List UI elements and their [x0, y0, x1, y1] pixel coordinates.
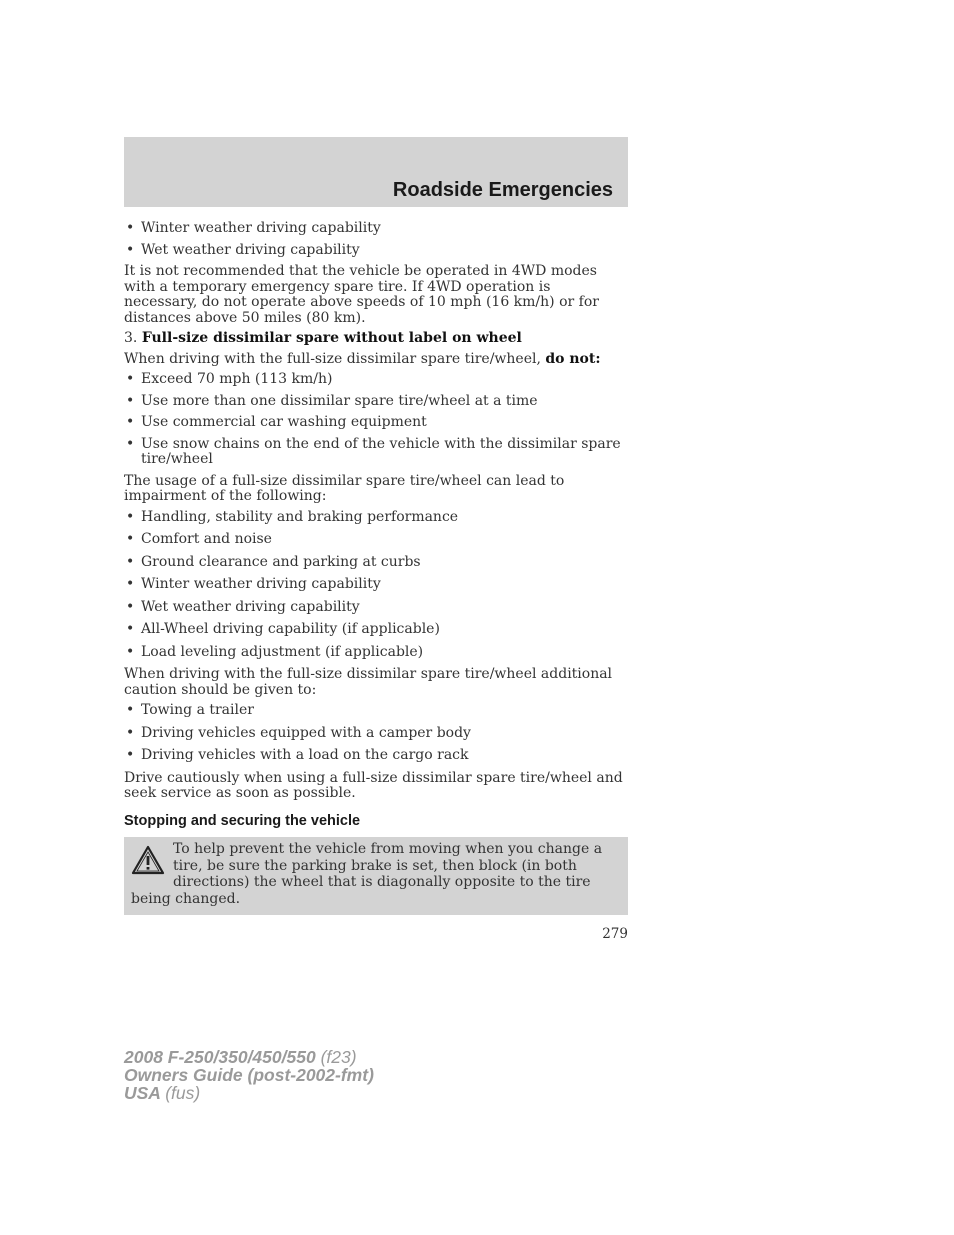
list-item: • Load leveling adjustment (if applicable)	[126, 643, 424, 660]
paragraph-usage: The usage of a full-size dissimilar spare tire/wheel can lead to impairment of the following:	[124, 472, 565, 504]
footer-line-guide: Owners Guide (post-2002-fmt)	[124, 1065, 374, 1085]
list-item: • Exceed 70 mph (113 km/h)	[126, 371, 333, 387]
bullet-icon: •	[126, 724, 135, 741]
bullet-icon: •	[126, 241, 135, 258]
bullet-icon: •	[126, 702, 135, 718]
paragraph-4wd-note: It is not recommended that the vehicle be operated in 4WD modes with a temporary emergency spare tire. If 4WD operation is necessary, do not operate above speeds of 10 mph (16 km/h) or for distances above 50 miles (80 km).	[124, 263, 599, 326]
bullet-icon: •	[126, 435, 135, 452]
bullet-list-caution	[124, 703, 628, 764]
subheading-stopping: Stopping and securing the vehicle	[124, 812, 361, 829]
list-item: • Comfort and noise	[126, 531, 272, 547]
list-item: • Towing a trailer	[126, 702, 254, 718]
bullet-icon: •	[126, 531, 135, 547]
bullet-list-temporary-spare	[124, 221, 628, 258]
footer-line-region: USA (fus)	[124, 1083, 201, 1103]
page-number: 279	[602, 926, 628, 942]
bullet-icon: •	[126, 414, 135, 430]
paragraph-drive-cautiously: Drive cautiously when using a full-size dissimilar spare tire/wheel and seek service as soon as possible.	[124, 769, 623, 801]
list-item: • Use commercial car washing equipment	[126, 414, 427, 430]
warning-triangle-icon	[131, 845, 165, 875]
bullet-icon: •	[126, 371, 135, 387]
warning-text: To help prevent the vehicle from moving when you change a tire, be sure the parking brake is set, then block (in both directions) the wheel that is diagonally opposite to the tire being changed.	[131, 841, 603, 907]
list-item: • Wet weather driving capability	[126, 241, 360, 258]
bullet-icon: •	[126, 747, 135, 763]
warning-box	[124, 837, 628, 915]
document-footer	[124, 1048, 374, 1102]
bullet-icon: •	[126, 508, 135, 525]
bullet-icon: •	[126, 621, 135, 637]
bullet-icon: •	[126, 392, 135, 409]
bullet-icon: •	[126, 576, 135, 592]
list-item: • Driving vehicles equipped with a camper body	[126, 724, 471, 741]
paragraph-do-not: When driving with the full-size dissimilar spare tire/wheel, do not:	[124, 350, 601, 367]
list-item: • All-Wheel driving capability (if applicable)	[126, 621, 440, 637]
list-item: • Ground clearance and parking at curbs	[126, 553, 421, 570]
bullet-icon: •	[126, 220, 135, 236]
list-item: • Winter weather driving capability	[126, 576, 381, 592]
list-item: • Winter weather driving capability	[126, 220, 381, 236]
page-content	[124, 221, 628, 915]
item-3-heading: 3. Full-size dissimilar spare without label on wheel	[124, 330, 522, 346]
list-item: • Use snow chains on the end of the vehicle with the dissimilar spare tire/wheel	[126, 435, 621, 467]
list-item: • Driving vehicles with a load on the cargo rack	[126, 747, 469, 763]
section-title: Roadside Emergencies	[392, 179, 613, 201]
list-item: • Handling, stability and braking performance	[126, 508, 459, 525]
bullet-list-impairment	[124, 510, 628, 661]
bullet-list-do-not	[124, 372, 628, 468]
section-header-band	[124, 137, 628, 207]
bullet-icon: •	[126, 643, 135, 660]
bullet-icon: •	[126, 553, 135, 570]
bullet-icon: •	[126, 598, 135, 615]
paragraph-caution: When driving with the full-size dissimilar spare tire/wheel additional caution should be given to:	[124, 666, 613, 698]
list-item: • Use more than one dissimilar spare tire/wheel at a time	[126, 392, 538, 409]
list-item: • Wet weather driving capability	[126, 598, 360, 615]
footer-line-model: 2008 F-250/350/450/550 (f23)	[124, 1047, 357, 1067]
item-3-title: Full-size dissimilar spare without label on wheel	[141, 330, 522, 346]
